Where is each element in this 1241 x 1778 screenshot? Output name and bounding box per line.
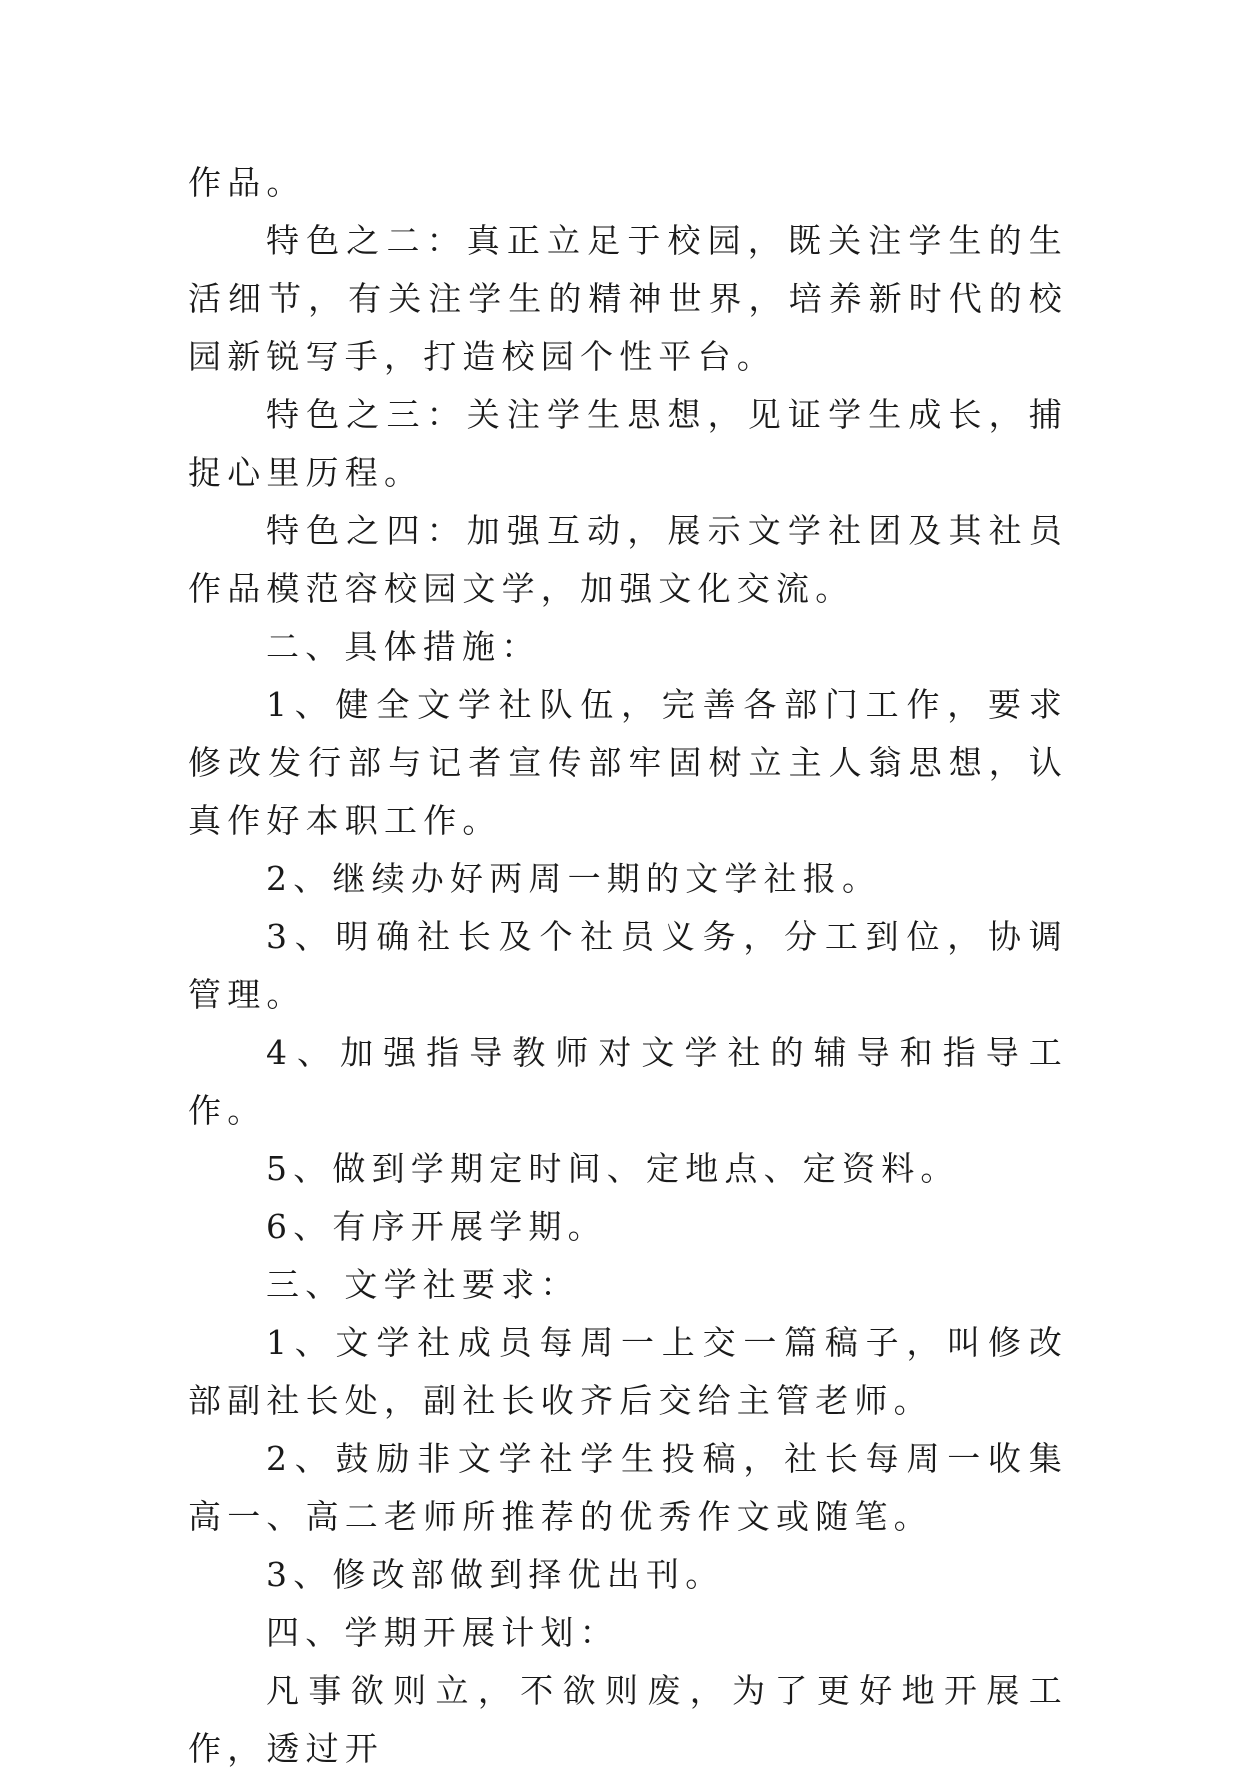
list-item: 6、有序开展学期。	[266, 1207, 607, 1246]
list-item: 3、修改部做到择优出刊。	[266, 1555, 725, 1594]
list-item: 5、做到学期定时间、定地点、定资料。	[266, 1149, 960, 1188]
list-item: 4、加强指导教师对文学社的辅导和指导工作。	[188, 1033, 1068, 1130]
document-body	[188, 154, 1068, 1778]
list-item: 3、明确社长及个社员义务，分工到位，协调管理。	[188, 917, 1068, 1014]
list-item: 1、健全文学社队伍，完善各部门工作，要求修改发行部与记者宣传部牢固树立主人翁思想，认真作好本职工作。	[188, 685, 1068, 840]
list-item: 2、鼓励非文学社学生投稿，社长每周一收集高一、高二老师所推荐的优秀作文或随笔。	[188, 1439, 1068, 1536]
section-heading: 三、文学社要求：	[266, 1265, 580, 1304]
list-item: 1、文学社成员每周一上交一篇稿子，叫修改部副社长处，副社长收齐后交给主管老师。	[188, 1323, 1068, 1420]
paragraph: 凡事欲则立，不欲则废，为了更好地开展工作，透过开	[188, 1671, 1068, 1768]
paragraph: 特色之四：加强互动，展示文学社团及其社员作品模范容校园文学，加强文化交流。	[188, 511, 1068, 608]
paragraph: 特色之三：关注学生思想，见证学生成长，捕捉心里历程。	[188, 395, 1068, 492]
paragraph: 作品。	[188, 163, 306, 202]
section-heading: 四、学期开展计划：	[266, 1613, 619, 1652]
section-heading: 二、具体措施：	[266, 627, 541, 666]
paragraph: 特色之二：真正立足于校园，既关注学生的生活细节，有关注学生的精神世界，培养新时代的校园新锐写手，打造校园个性平台。	[188, 221, 1068, 376]
list-item: 2、继续办好两周一期的文学社报。	[266, 859, 882, 898]
